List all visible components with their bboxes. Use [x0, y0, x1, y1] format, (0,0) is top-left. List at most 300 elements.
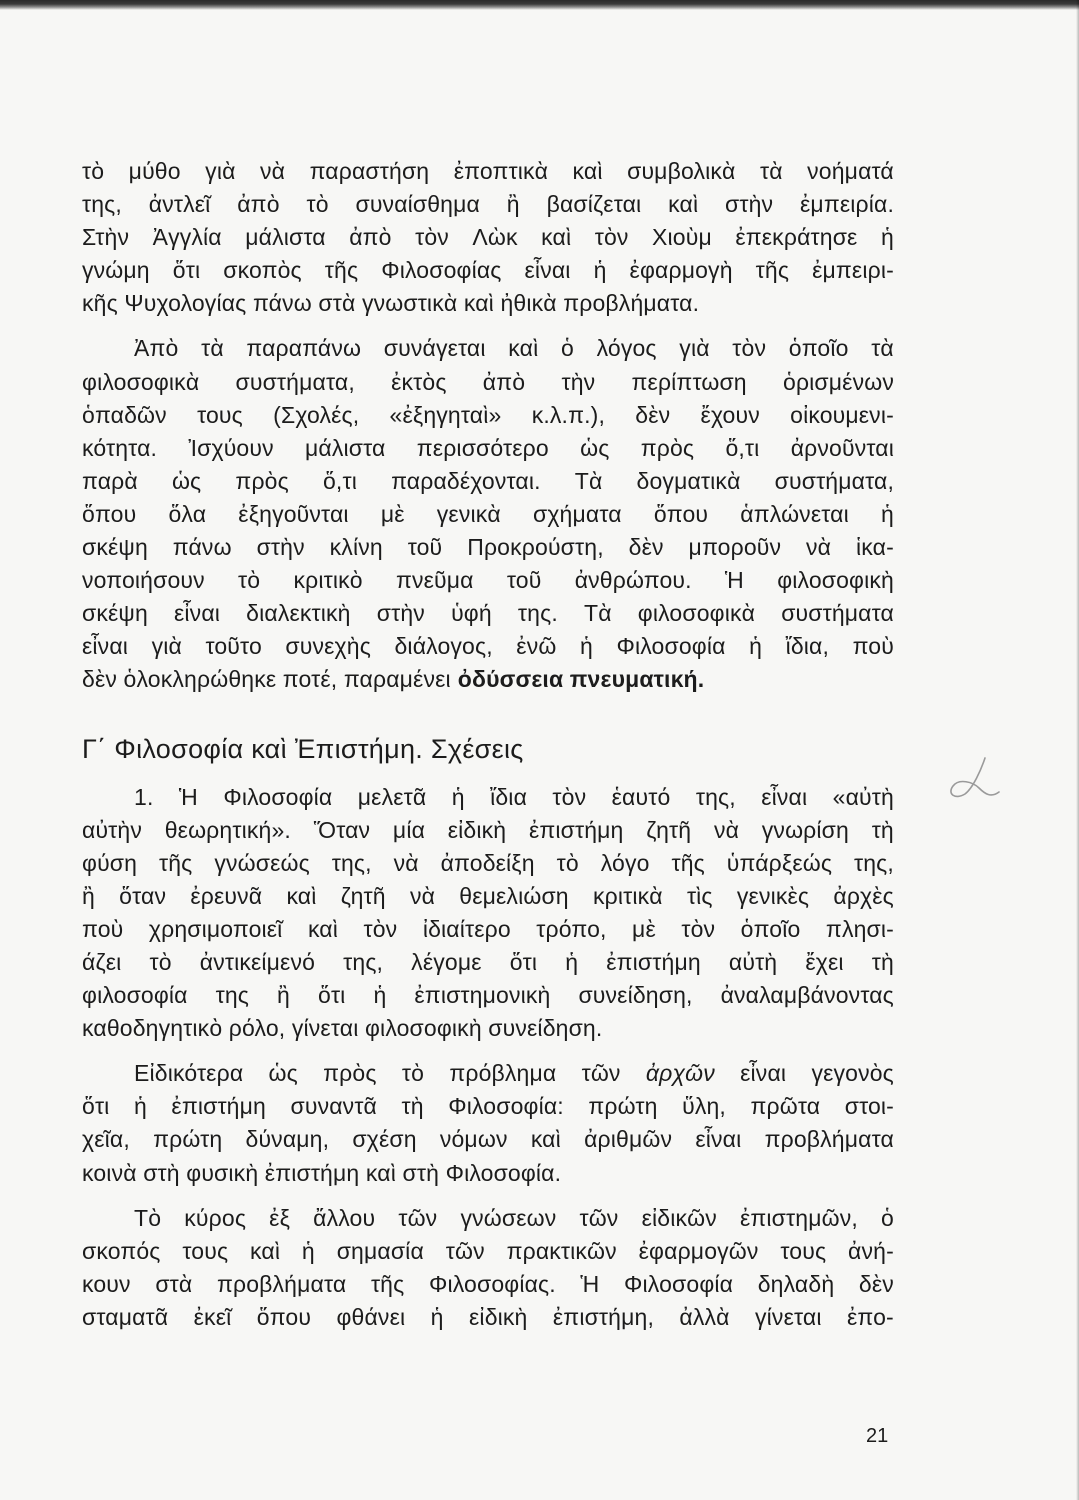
text-line: κῆς Ψυχολογίας πάνω στὰ γνωστικὰ καὶ ἠθικὰ προβλήματα.: [82, 290, 700, 317]
word: εἰδικῶν: [641, 1204, 717, 1231]
word: δογματικὰ: [636, 467, 741, 494]
word: ἐκτὸς: [391, 368, 447, 395]
word: κριτικὸ: [293, 567, 363, 594]
word: μάλιστα: [245, 224, 326, 251]
word: τὰ: [201, 335, 224, 362]
word: Στὴν: [82, 224, 130, 251]
word: πρακτικῶν: [506, 1237, 617, 1264]
word: ἀπὸ: [482, 368, 526, 395]
word: νὰ: [393, 849, 419, 876]
word: πρόβλημα: [449, 1060, 557, 1087]
word: Ἡ: [178, 783, 198, 810]
word: ποὺ: [852, 633, 894, 660]
text-line: [82, 979, 894, 1012]
text-line: [82, 781, 894, 814]
word: της,: [82, 191, 122, 218]
word: εἶναι: [761, 783, 808, 810]
word: ἡ: [580, 633, 593, 660]
word: καὶ: [541, 224, 572, 251]
word: τὸν: [681, 915, 716, 942]
italic-word: ἀρχῶν: [645, 1060, 715, 1087]
word: Τὰ: [584, 600, 612, 627]
word: τὸν: [363, 915, 398, 942]
page-body: [82, 155, 894, 1346]
word: παραστήση: [309, 158, 430, 184]
word: Ἀπὸ: [134, 335, 179, 362]
word: στὰ: [155, 1270, 193, 1297]
word: Ὅταν: [313, 816, 371, 843]
word: μελετᾶ: [357, 783, 427, 810]
word: καὶ: [250, 1237, 281, 1264]
text-line: [82, 432, 894, 465]
word: θεμελιώση: [459, 882, 569, 909]
text-line: [82, 1268, 894, 1301]
word: Φιλοσοφία: [223, 783, 333, 810]
word: χρησιμοποιεῖ: [148, 915, 283, 942]
word: κουν: [82, 1270, 131, 1297]
word: θεωρητική».: [164, 816, 291, 843]
word: εἶναι: [740, 1060, 787, 1087]
word: διαλεκτικὴ: [246, 600, 351, 627]
word: πλησι-: [825, 915, 894, 942]
word: τῶν: [445, 1237, 485, 1264]
word: νόμων: [439, 1126, 508, 1153]
word: τῆς: [370, 1270, 405, 1297]
word: ἡ: [430, 1303, 444, 1330]
word: ὅτι: [318, 982, 346, 1009]
word: νοποιήσουν: [82, 567, 205, 594]
word: αὐτὴν: [82, 816, 143, 843]
word: οἰκουμενι-: [790, 401, 894, 428]
word: τὴν: [561, 368, 596, 395]
word: παραδέχονται.: [391, 467, 541, 494]
word: φύση: [82, 849, 138, 876]
word: Ἰσχύουν: [188, 434, 274, 461]
word: δὲν: [858, 1270, 894, 1297]
word: ὅπου: [256, 1303, 312, 1330]
word: ἐξηγοῦνται: [238, 500, 349, 527]
section-heading: Γ΄ Φιλοσοφία καὶ Ἐπιστήμη. Σχέσεις: [82, 733, 524, 764]
word: Τὸ: [134, 1204, 162, 1231]
word: τὴ: [871, 816, 894, 843]
word: ἐπεκράτησε: [735, 224, 858, 251]
word: ὁ: [881, 1204, 894, 1231]
word: τους: [780, 1237, 827, 1264]
word: δὲν: [628, 534, 664, 561]
word: τους: [182, 1237, 229, 1264]
word: ἐπιστήμη: [171, 1093, 266, 1120]
word: αὐτὴ: [728, 948, 778, 975]
word: ἴδια: [490, 783, 528, 810]
word: ἐπιστημονικὴ: [414, 982, 551, 1009]
text-line: [82, 332, 894, 365]
section-paragraph-3: [82, 1202, 894, 1334]
text-line: [82, 1235, 894, 1268]
word: τῆς: [159, 849, 193, 876]
word: καὶ: [572, 158, 603, 184]
word: φιλοσοφικὰ: [82, 368, 200, 395]
word: ἔχει: [805, 948, 844, 975]
word: ἐρευνᾶ: [190, 882, 263, 909]
word: συστήματα: [781, 600, 894, 627]
word: εἶναι: [695, 1126, 742, 1153]
word: της,: [331, 849, 372, 876]
text-line: [82, 913, 894, 946]
word: της.: [517, 600, 558, 627]
word: παρὰ: [82, 467, 138, 494]
word: ὁποῖο: [788, 335, 849, 362]
word: μάλιστα: [305, 434, 386, 461]
word: σταματᾶ: [82, 1303, 169, 1330]
word: κ.λ.π.),: [531, 401, 605, 428]
word: ἀριθμῶν: [584, 1126, 673, 1153]
word: ὕλη,: [682, 1093, 726, 1120]
word: ἀποδείξη: [440, 849, 535, 876]
word: ἐφαρμογὴ: [629, 257, 733, 284]
word: (Σχολές,: [273, 401, 360, 428]
text-line: κοινὰ στὴ φυσικὴ ἐπιστήμη καὶ στὴ Φιλοσοφία.: [82, 1159, 562, 1186]
word: ἱκα-: [856, 534, 894, 561]
word: εἰδικὴ: [469, 1303, 528, 1330]
word: ἀλλὰ: [679, 1303, 730, 1330]
word: καὶ: [286, 882, 317, 909]
word: καὶ: [508, 335, 539, 362]
word: Λὼκ: [472, 224, 518, 251]
word: τὸ: [306, 191, 329, 218]
word: νὰ: [713, 816, 740, 843]
word: νὰ: [806, 534, 832, 561]
word: γνώσεώς: [214, 849, 310, 876]
word: ἀπὸ: [349, 224, 392, 251]
word: της,: [853, 849, 894, 876]
word: σχήματα: [532, 500, 622, 527]
word: συστήματα,: [774, 467, 894, 494]
word: παραπάνω: [246, 335, 362, 362]
word: «ἐξηγηταὶ»: [389, 401, 502, 428]
word: πρὸς: [235, 467, 289, 494]
word: τὸ: [401, 1060, 425, 1087]
word: γιὰ: [205, 158, 236, 184]
word: ὑφή: [451, 600, 492, 627]
word: πρὸς: [640, 434, 695, 461]
word: τῆς: [671, 849, 705, 876]
text-line: καθοδηγητικὸ ρόλο, γίνεται φιλοσοφικὴ συνείδηση.: [82, 1015, 603, 1042]
word: τῆς: [755, 257, 790, 284]
word: ἀνή-: [848, 1237, 894, 1264]
word: ἀναλαμβάνοντας: [720, 982, 894, 1009]
word: λόγο: [600, 849, 650, 876]
word: γνώσεων: [460, 1204, 557, 1231]
word: τὸ: [238, 567, 261, 594]
word: ἡ: [301, 1237, 315, 1264]
word: ἑαυτό: [611, 783, 671, 810]
word: ἡ: [451, 783, 465, 810]
word: γιὰ: [151, 633, 182, 660]
word: προβλήματα: [216, 1270, 347, 1297]
word: φιλοσοφία: [82, 982, 188, 1009]
word: ὡς: [171, 467, 202, 494]
text-line: [82, 188, 894, 221]
word: ἐπιστήμη: [606, 948, 701, 975]
word: Φιλοσοφία:: [448, 1093, 564, 1120]
word: ἡ: [133, 1093, 147, 1120]
word: εἰδικὴ: [447, 816, 507, 843]
word: ὁρισμένων: [783, 368, 894, 395]
word: ὅλα: [168, 500, 207, 527]
word: τὰ: [759, 158, 783, 184]
word: ἀρνοῦνται: [790, 434, 894, 461]
word: συνάγεται: [383, 335, 486, 362]
word: ὅπου: [653, 500, 709, 527]
pencil-alpha-mark-icon: [945, 748, 1005, 808]
word: μύθο: [128, 158, 181, 184]
word: Φιλοσοφία: [616, 633, 726, 660]
word: τρόπο,: [536, 915, 607, 942]
word: τὰ: [871, 335, 894, 362]
word: συνεχὴς: [285, 633, 371, 660]
word: της: [215, 982, 250, 1009]
word: ὅτι: [172, 257, 201, 284]
word: ἐπιστήμη: [528, 816, 624, 843]
text-line: [82, 531, 894, 564]
word: ὡς: [580, 434, 610, 461]
word: τὸ: [556, 849, 579, 876]
word: ἀπὸ: [237, 191, 280, 218]
word: ἐξ: [269, 1204, 291, 1231]
word: καὶ: [530, 1126, 561, 1153]
word: γενικὰ: [436, 500, 501, 527]
word: πρώτη: [588, 1093, 658, 1120]
word: περίπτωση: [631, 368, 747, 395]
paragraph-2: [82, 332, 894, 696]
bold-phrase: ὀδύσσεια πνευματική.: [457, 666, 705, 693]
word: τὶς: [686, 882, 713, 909]
word: Προκρούστη,: [467, 534, 604, 561]
word: σκέψη: [82, 534, 148, 561]
text-line: [82, 1090, 894, 1123]
word: ἐπο-: [847, 1303, 894, 1330]
plain-text: δὲν ὁλοκληρώθηκε ποτέ, παραμένει: [82, 666, 451, 693]
word: Εἰδικότερα: [134, 1060, 244, 1087]
word: σχέση: [352, 1126, 417, 1153]
word: τὸ: [82, 158, 105, 184]
word: δὲν: [635, 401, 671, 428]
word: τῶν: [398, 1204, 438, 1231]
word: ὅ,τι: [725, 434, 760, 461]
word: μὲ: [380, 500, 405, 527]
word: ζητῆ: [340, 882, 386, 909]
word: ἀρχὲς: [833, 882, 894, 909]
word: νὰ: [409, 882, 436, 909]
word: γεγονὸς: [811, 1060, 894, 1087]
text-line: [82, 847, 894, 880]
text-line: [82, 399, 894, 432]
word: νὰ: [260, 158, 286, 184]
word: γνωρίση: [761, 816, 849, 843]
word: ὅταν: [119, 882, 167, 909]
word: λέγομε: [411, 948, 482, 975]
word: ὡς: [268, 1060, 298, 1087]
word: σκοπὸς: [223, 257, 302, 284]
word: μία: [392, 816, 426, 843]
text-line: [82, 254, 894, 287]
word: Τὰ: [574, 467, 603, 494]
text-line-italic: [82, 1057, 894, 1090]
word: ὁποῖο: [740, 915, 801, 942]
word: ἰδιαίτερο: [422, 915, 511, 942]
word: στὴν: [725, 191, 774, 218]
word: τοῦ: [407, 534, 443, 561]
word: Ἡ: [724, 567, 744, 594]
word: κύρος: [184, 1204, 247, 1231]
section-paragraph-1: [82, 781, 894, 1046]
word: 1.: [134, 783, 154, 810]
word: εἶναι: [82, 633, 129, 660]
word: ὁπαδῶν: [82, 401, 167, 428]
text-line: [82, 366, 894, 399]
paragraph-1: [82, 155, 894, 320]
word: τὸν: [415, 224, 449, 251]
word: βασίζεται: [546, 191, 642, 218]
word: τὸν: [732, 335, 767, 362]
word: κριτικὰ: [592, 882, 663, 909]
text-line-emphasis: [82, 663, 894, 696]
word: γενικὲς: [736, 882, 810, 909]
word: περισσότερο: [416, 434, 549, 461]
text-line: [82, 597, 894, 630]
word: τὸν: [594, 224, 629, 251]
word: ζητῆ: [646, 816, 692, 843]
word: σημασία: [336, 1237, 424, 1264]
word: νοήματά: [807, 158, 894, 184]
word: ὅ,τι: [322, 467, 357, 494]
text-line: [82, 1301, 894, 1334]
word: πνεῦμα: [395, 567, 474, 594]
word: λόγος: [596, 335, 657, 362]
word: Ἀγγλία: [152, 224, 222, 251]
word: ἡ: [373, 982, 387, 1009]
word: «αὐτὴ: [832, 783, 894, 810]
word: ἐνῶ: [516, 633, 557, 660]
text-line: [82, 498, 894, 531]
text-line: [82, 880, 894, 913]
word: κότητα.: [82, 434, 158, 461]
word: τους: [197, 401, 243, 428]
word: ἔχουν: [700, 401, 760, 428]
word: τῶν: [581, 1060, 621, 1087]
text-line: [82, 221, 894, 254]
text-line: [82, 564, 894, 597]
word: συμβολικὰ: [627, 158, 736, 184]
word: τῶν: [579, 1204, 619, 1231]
word: ἡ: [565, 948, 579, 975]
word: άζει: [82, 948, 122, 975]
word: ἐκεῖ: [193, 1303, 232, 1330]
word: ἐμπειρι-: [812, 257, 894, 284]
word: Φιλοσοφίας.: [428, 1270, 556, 1297]
word: ἴδια,: [785, 633, 830, 660]
word: Ἡ: [580, 1270, 600, 1297]
word: στὴν: [256, 534, 305, 561]
word: δηλαδὴ: [757, 1270, 835, 1297]
word: ἄλλου: [313, 1204, 376, 1231]
word: της,: [343, 948, 384, 975]
word: ἁπλώνεται: [740, 500, 849, 527]
word: ὅτι: [509, 948, 538, 975]
word: καὶ: [307, 915, 339, 942]
word: τὴ: [871, 948, 894, 975]
text-line: [82, 630, 894, 663]
word: ἀνθρώπου.: [574, 567, 692, 594]
word: εἶναι: [174, 600, 221, 627]
word: διάλογος,: [394, 633, 493, 660]
word: φιλοσοφικὰ: [637, 600, 756, 627]
word: εἶναι: [524, 257, 571, 284]
word: ἡ: [880, 500, 894, 527]
word: ὅτι: [82, 1093, 110, 1120]
word: πρώτη: [153, 1126, 223, 1153]
page-number: 21: [866, 1425, 889, 1447]
word: γιὰ: [679, 335, 710, 362]
word: ἐφαρμογῶν: [638, 1237, 759, 1264]
word: κλίνη: [329, 534, 383, 561]
word: τῆς: [324, 257, 359, 284]
word: τὸν: [552, 783, 587, 810]
word: πάνω: [172, 534, 232, 561]
word: Φιλοσοφία: [624, 1270, 734, 1297]
word: τὴ: [401, 1093, 424, 1120]
word: σκοπός: [82, 1237, 161, 1264]
word: ὅπου: [82, 500, 137, 527]
word: προβλήματα: [764, 1126, 894, 1153]
word: συστήματα,: [235, 368, 355, 395]
word: ἐποπτικὰ: [453, 158, 549, 184]
word: συναντᾶ: [290, 1093, 378, 1120]
text-line: [82, 465, 894, 498]
word: στὴν: [376, 600, 425, 627]
word: ἐπιστημῶν,: [739, 1204, 858, 1231]
word: καὶ: [668, 191, 699, 218]
word: δύναμη,: [245, 1126, 330, 1153]
word: φθάνει: [336, 1303, 406, 1330]
word: πρὸς: [323, 1060, 377, 1087]
word: Φιλοσοφίας: [381, 257, 502, 284]
word: ἢ: [277, 982, 290, 1009]
word: στοι-: [844, 1093, 894, 1120]
word: ἢ: [506, 191, 520, 218]
word: ἐπιστήμη,: [552, 1303, 654, 1330]
word: γίνεται: [755, 1303, 822, 1330]
word: φιλοσοφικὴ: [777, 567, 894, 594]
word: μποροῦν: [688, 534, 782, 561]
word: ἡ: [593, 257, 607, 284]
word: Χιοὺμ: [652, 224, 712, 251]
word: ὑπάρξεώς: [726, 849, 833, 876]
text-line: [82, 1202, 894, 1235]
word: μὲ: [632, 915, 656, 942]
word: ἀντλεῖ: [148, 191, 211, 218]
word: συναίσθημα: [355, 191, 480, 218]
word: γνώμη: [82, 257, 150, 284]
word: ἢ: [82, 882, 95, 909]
word: συνείδηση,: [578, 982, 693, 1009]
word: ὁ: [560, 335, 574, 362]
word: της,: [695, 783, 736, 810]
word: χεῖα,: [82, 1126, 130, 1153]
word: ἡ: [749, 633, 763, 660]
text-line: [82, 155, 894, 188]
text-line: [82, 1123, 894, 1156]
